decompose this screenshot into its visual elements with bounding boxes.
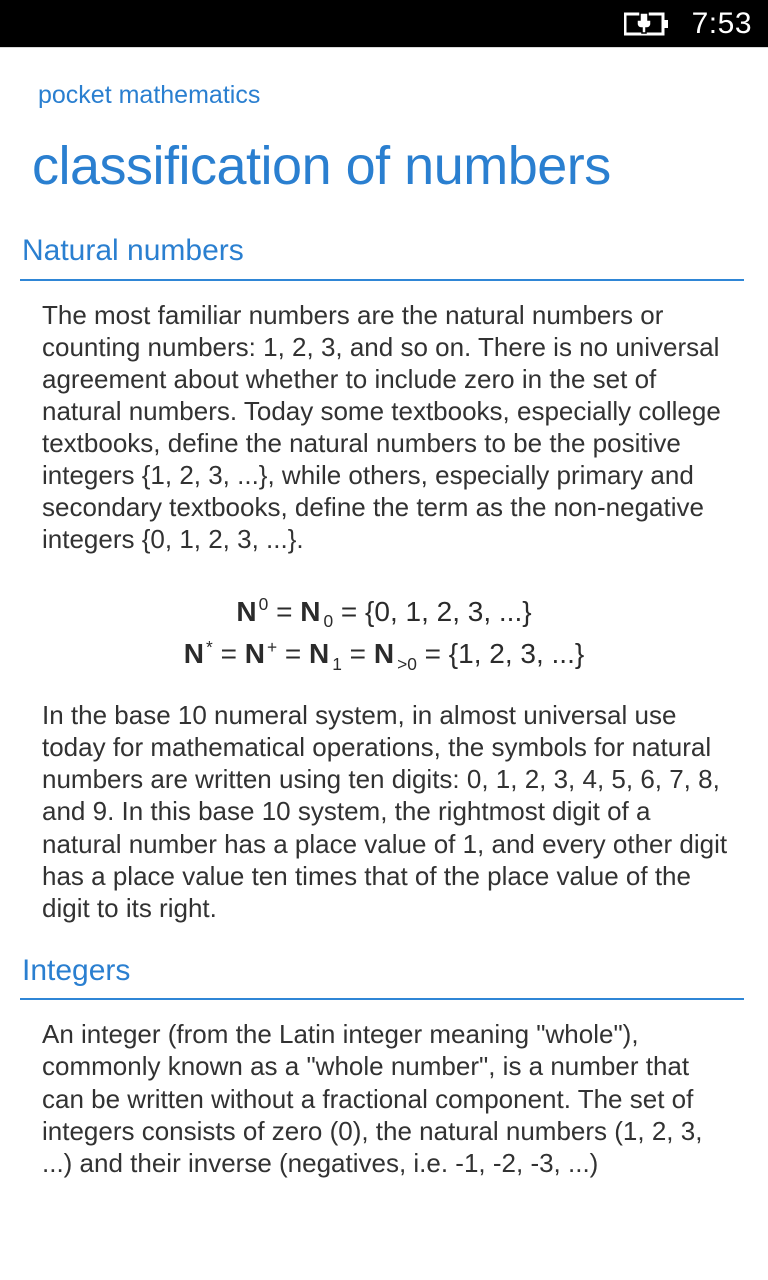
- app-name[interactable]: pocket mathematics: [38, 81, 261, 109]
- formula-block-natural-numbers: [0, 592, 768, 678]
- battery-charging-icon: [624, 11, 670, 37]
- formula-subscript: 0: [323, 611, 334, 632]
- formula-subscript: >0: [397, 653, 417, 674]
- formula-operator: =: [268, 595, 301, 627]
- content-area: [0, 234, 768, 1179]
- section-integers: [0, 954, 768, 1179]
- status-bar-clock: 7:53: [691, 6, 752, 40]
- page-title: classification of numbers: [32, 135, 611, 196]
- formula-symbol-n: N: [244, 638, 265, 670]
- formula-symbol-n: N: [236, 595, 257, 627]
- section-heading-integers: Integers: [22, 953, 131, 987]
- paragraph-natural-numbers-2: In the base 10 numeral system, in almost universal use today for mathematical operations, the symbols for natural numbers are written using ten digits: 0, 1, 2, 3, 4, 5, 6, 7, 8, and 9. In this base 10 system, the rightmost digit of a natural number has a place value of 1, and every other digit has a place value ten times that of the place value of the digit to its right.: [42, 700, 728, 923]
- section-natural-numbers: [0, 234, 768, 924]
- formula-superscript: *: [206, 636, 213, 657]
- section-divider: [20, 998, 744, 1000]
- formula-superscript: 0: [258, 594, 269, 615]
- paragraph-integers-1: An integer (from the Latin integer meaning "whole"), commonly known as a "whole number", is a number that can be written without a fractional component. The set of integers consists of zero (0), the natural numbers (1, 2, 3, ...) and their inverse (negatives, i.e. -1, -2, -3, ...): [42, 1019, 703, 1178]
- formula-symbol-n: N: [300, 595, 321, 627]
- formula-set: = {1, 2, 3, ...}: [416, 638, 585, 670]
- section-heading-natural-numbers: Natural numbers: [22, 234, 244, 268]
- formula-symbol-n: N: [309, 638, 330, 670]
- formula-line-2: [0, 634, 768, 677]
- formula-operator: =: [341, 638, 374, 670]
- formula-operator: =: [277, 638, 310, 670]
- formula-line-1: [0, 592, 768, 635]
- page-container: [0, 48, 768, 1179]
- formula-set: = {0, 1, 2, 3, ...}: [333, 595, 532, 627]
- formula-subscript: 1: [332, 653, 342, 674]
- section-divider: [20, 279, 744, 281]
- status-bar: [0, 0, 768, 48]
- formula-operator: =: [212, 638, 245, 670]
- formula-symbol-n: N: [183, 638, 205, 670]
- paragraph-natural-numbers-1: The most familiar numbers are the natural numbers or counting numbers: 1, 2, 3, and so on. There is no universal agreement about whether to include zero in the set of natural numbers. Today some textbooks, especially college textbooks, define the natural numbers to be the positive integers {1, 2, 3, ...}, while others, especially primary and secondary textbooks, define the term as the non-negative integers {0, 1, 2, 3, ...}.: [42, 299, 721, 555]
- formula-symbol-n: N: [373, 638, 395, 670]
- formula-superscript: +: [266, 636, 278, 657]
